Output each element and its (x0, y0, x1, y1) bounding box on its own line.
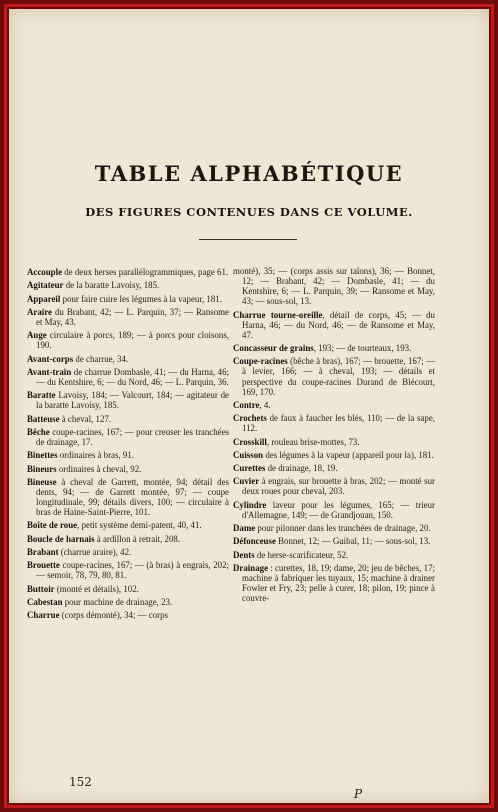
entry-heading: Bineurs (27, 463, 57, 474)
book-page (9, 9, 489, 803)
entry-text: pour machine de drainage, 23. (62, 596, 173, 607)
entry-heading: Brabant (27, 546, 59, 557)
entry-text: (corps démonté), 34; — corps (59, 610, 168, 621)
entry-heading: Cuisson (233, 449, 264, 460)
entry-text: (charrue araire), 42. (58, 546, 132, 557)
index-entry (233, 450, 435, 460)
entry-heading: Drainage (233, 562, 269, 573)
index-entry (27, 280, 229, 290)
entry-heading: Boucle de harnais (27, 533, 95, 544)
entry-heading: Batteuse (27, 413, 60, 424)
index-entry (27, 610, 229, 620)
entry-heading: Buttoir (27, 583, 55, 594)
index-entry (27, 584, 229, 594)
entry-text: à engrais, sur brouette à bras, 202; — monté sur deux roues pour cheval, 203. (242, 476, 435, 497)
entry-text: monté), 35; — (corps assis sur talons), 36; — Bonnet, 12; — Brabant, 42; — Dombasle, 41; — du Kentshire, 6; — L. Parquin, 39; — Ransome et May, 43; — sous-sol, 13. (233, 266, 435, 307)
index-entry (233, 413, 435, 433)
index-entry (233, 563, 435, 603)
index-entry (27, 294, 229, 304)
title-rule (199, 239, 297, 240)
entry-heading: Appareil (27, 293, 61, 304)
index-entry (27, 464, 229, 474)
index-column-right (233, 266, 435, 607)
entry-heading: Avant-train (27, 366, 72, 377)
index-entry (27, 267, 229, 277)
index-entry (233, 356, 435, 396)
entry-text: Lavoisy, 184; — Valcourt, 184; — agitateur de la baratte Lavoisy, 185. (36, 390, 229, 411)
entry-text: , petit système demi-patent, 40, 41. (77, 520, 202, 531)
index-entry (233, 536, 435, 546)
index-entry (233, 437, 435, 447)
page-title: TABLE ALPHABÉTIQUE (94, 161, 404, 186)
entry-text: de drainage, 18, 19. (265, 463, 338, 474)
index-entry (27, 367, 229, 387)
page-subtitle: DES FIGURES CONTENUES DANS CE VOLUME. (85, 205, 413, 219)
entry-text: à cheval, 127. (59, 413, 112, 424)
entry-text: de la baratte Lavoisy, 185. (63, 280, 160, 291)
entry-text: : curettes, 18, 19; dame, 20; jeu de bêches, 17; machine à fabriquer les tuyaux, 15; machine à drainer Fowler et Fry, 23; pelle à curer, 18; pilon, 19; pince à couvre- (242, 562, 435, 604)
entry-heading: Curettes (233, 463, 266, 474)
entry-heading: Accouple (27, 267, 63, 277)
entry-text: de deux herses parallélogrammiques, page 61. (62, 267, 229, 277)
index-entry (233, 400, 435, 410)
entry-heading: Contre (233, 399, 260, 410)
entry-text: Bonnet, 12; — Guibal, 11; — sous-sol, 13. (275, 536, 431, 547)
entry-heading: Crochets (233, 413, 267, 424)
entry-text: des légumes à la vapeur (appareil pour la), 181. (263, 449, 434, 460)
entry-text: pour pilonner dans les tranchées de drainage, 20. (255, 523, 431, 534)
entry-text: , 4. (259, 399, 271, 410)
index-entry (27, 427, 229, 447)
entry-heading: Araire (27, 306, 52, 317)
entry-text: coupe-racines, 167; — pour creuser les tranchées de drainage, 17. (36, 426, 229, 447)
entry-heading: Cabestan (27, 596, 63, 607)
index-entry (233, 310, 435, 340)
index-entry (233, 343, 435, 353)
entry-heading: Cylindre (233, 499, 267, 510)
entry-heading: Coupe-racines (233, 356, 288, 367)
entry-heading: Bineuse (27, 476, 57, 487)
index-entry (233, 463, 435, 473)
entry-text: du Brabant, 42; — L. Parquin, 37; — Ransome et May, 43. (36, 306, 229, 327)
entry-heading: Dame (233, 523, 256, 534)
signature-mark: P (354, 787, 363, 801)
entry-text: circulaire à porcs, 189; — à porcs pour cloisons, 190. (36, 330, 229, 351)
entry-text: , détail de corps, 45; — du Harna, 46; — du Nord, 46; — de Ransome et May, 47. (242, 309, 435, 340)
entry-heading: Concasseur de grains (233, 343, 314, 354)
entry-text: (bêche à bras), 167; — brouette, 167; — à levier, 166; — à cheval, 193; — détails et perspective du coupe-racines Durand de Blécourt, 169, 170. (242, 356, 435, 397)
index-entry (233, 476, 435, 496)
entry-heading: Agitateur (27, 280, 64, 291)
entry-heading: Boîte de roue (27, 520, 78, 531)
entry-text: de charrue Dombasle, 41; — du Harna, 46; — du Kentshire, 6; — du Nord, 46; — L. Parquin, 36. (36, 366, 229, 387)
entry-text: à ardillon à retrait, 208. (94, 533, 181, 544)
entry-text: de herse-scarificateur, 52. (254, 549, 349, 560)
entry-heading: Baratte (27, 390, 56, 401)
entry-heading: Charrue tourne-oreille (233, 309, 323, 320)
entry-text: ordinaires à bras, 91. (57, 450, 134, 461)
entry-text: ordinaires à cheval, 92. (56, 463, 142, 474)
entry-heading: Brouette (27, 560, 60, 571)
index-column-left (27, 267, 229, 623)
index-entry (27, 390, 229, 410)
entry-text: pour faire cuire les légumes à la vapeur, 181. (60, 293, 222, 304)
index-entry (27, 450, 229, 460)
entry-text: (monté et détails), 102. (54, 583, 139, 594)
entry-heading: Dents (233, 549, 255, 560)
index-entry (233, 500, 435, 520)
page-number: 152 (69, 775, 92, 789)
index-entry (27, 560, 229, 580)
index-entry (233, 266, 435, 306)
entry-heading: Avant-corps (27, 353, 74, 364)
index-entry (27, 597, 229, 607)
entry-text: , 193; — de tourteaux, 193. (313, 343, 412, 354)
index-entry (27, 547, 229, 557)
entry-heading: Cuvier (233, 476, 260, 487)
entry-text: de charrue, 34. (73, 353, 129, 364)
entry-heading: Crosskill (233, 436, 267, 447)
index-entry (27, 307, 229, 327)
index-entry (233, 550, 435, 560)
index-entry (27, 534, 229, 544)
entry-text: laveur pour les légumes, 165; — trieur d'Allemagne, 149; — de Grandjouan, 150. (242, 499, 435, 520)
entry-text: de faux à faucher les blés, 110; — de la sape, 112. (242, 413, 435, 434)
entry-heading: Bêche (27, 426, 50, 437)
index-entry (233, 523, 435, 533)
index-entry (27, 477, 229, 517)
index-entry (27, 354, 229, 364)
index-entry (27, 414, 229, 424)
index-entry (27, 520, 229, 530)
entry-text: coupe-racines, 167; — (à bras) à engrais, 202; — semoir, 78, 79, 80, 81. (36, 560, 229, 581)
entry-heading: Défonceuse (233, 536, 276, 547)
entry-text: à cheval de Garrett, montée, 94; détail des dents, 94; — de Garrett montée, 97; — coupe longitudinale, 99; détails divers, 100; — circulaire à bras de Haine-Saint-Pierre, 101. (36, 476, 229, 518)
entry-text: , rouleau brise-mottes, 73. (266, 436, 360, 447)
entry-heading: Binettes (27, 450, 58, 461)
entry-heading: Charrue (27, 610, 60, 621)
index-entry (27, 330, 229, 350)
entry-heading: Auge (27, 330, 47, 341)
